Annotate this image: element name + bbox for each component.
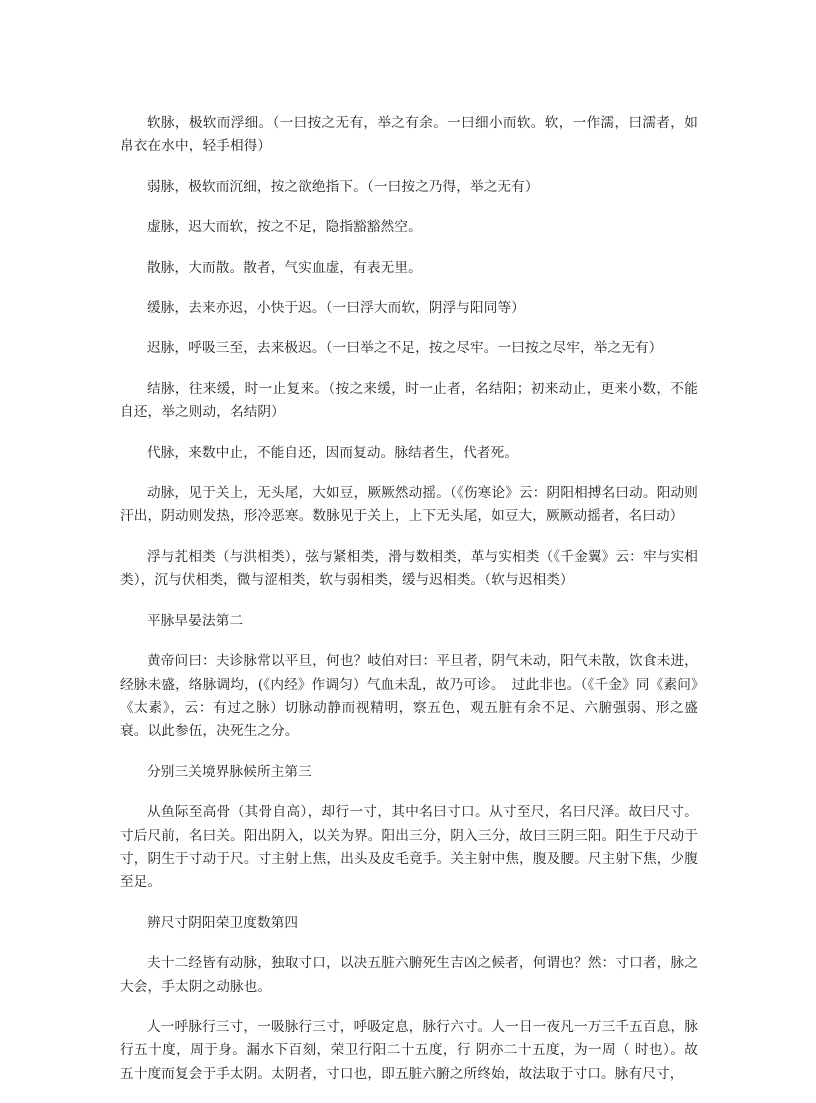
paragraph-soft-pulse: 软脉，极软而浮细。（一曰按之无有，举之有余。一曰细小而软。软，一作濡，曰濡者，如帛衣在水中，轻手相得） (120, 115, 698, 155)
paragraph-moving-pulse: 动脉，见于关上，无头尾，大如豆，厥厥然动摇。（《伤寒论》云：阴阳相搏名曰动。阳动则汗出，阴动则发热，形冷恶寒。数脉见于关上，上下无头尾，如豆大，厥厥动摇者，名曰动） (120, 485, 698, 525)
document-body (120, 112, 698, 1103)
paragraph-knotted-pulse: 结脉，往来缓，时一止复来。（按之来缓，时一止者，名结阳；初来动止，更来小数，不能自还，举之则动，名结阴） (120, 380, 698, 421)
paragraph-similar-pulses: 浮与芤相类（与洪相类），弦与紧相类，滑与数相类，革与实相类（《千金翼》云：牢与实相类），沉与伏相类，微与涩相类，软与弱相类，缓与迟相类。（软与迟相类） (120, 548, 698, 589)
paragraph-intermittent-pulse: 代脉，来数中止，不能自还，因而复动。脉结者生，代者死。 (147, 444, 519, 461)
paragraph-cunkou: 夫十二经皆有动脉，独取寸口，以决五脏六腑死生吉凶之候者，何谓也？然：寸口者，脉之大会，手太阴之动脉也。 (120, 955, 698, 995)
paragraph-scattered-pulse: 散脉，大而散。散者，气实血虚，有表无里。 (147, 259, 422, 276)
paragraph-diagnosis-time: 黄帝问曰：夫诊脉常以平旦，何也？岐伯对曰：平旦者，阴气未动，阳气未散，饮食未进，经脉未盛，络脉调均，(《内经》作调匀）气血未乱，故乃可诊。 过此非也。（《千金》同《素问》《太素》，云：有过之脉）切脉动静而视精明，察五色，观五脏有余不足、六腑强弱、形之盛衰。以此参伍，决死生之分。 (120, 653, 698, 740)
paragraph-slow-pulse: 迟脉，呼吸三至，去来极迟。（一曰举之不足，按之尽牢。一曰按之尽牢，举之无有） (147, 340, 663, 357)
section-heading-3: 分别三关境界脉候所主第三 (147, 763, 312, 780)
paragraph-three-positions: 从鱼际至高骨（其骨自高），却行一寸，其中名曰寸口。从寸至尺，名曰尺泽。故曰尺寸。寸后尺前，名曰关。阳出阴入，以关为界。阳出三分，阴入三分，故曰三阴三阳。阳生于尺动于寸，阴生于寸动于尺。寸主射上焦，出头及皮毛竟手。关主射中焦，腹及腰。尺主射下焦，少腹至足。 (120, 804, 698, 891)
paragraph-weak-pulse: 弱脉，极软而沉细，按之欲绝指下。（一曰按之乃得，举之无有） (147, 178, 539, 195)
paragraph-moderate-pulse: 缓脉，去来亦迟，小快于迟。（一曰浮大而软，阴浮与阳同等） (147, 300, 526, 317)
section-heading-2: 平脉早晏法第二 (147, 612, 244, 629)
paragraph-deficient-pulse: 虚脉，迟大而软，按之不足，隐指豁豁然空。 (147, 219, 422, 236)
paragraph-breathing-cycle: 人一呼脉行三寸，一吸脉行三寸，呼吸定息，脉行六寸。人一日一夜凡一万三千五百息，脉行五十度，周于身。漏水下百刻，荣卫行阳二十五度，行 阴亦二十五度，为一周（ 时也）。故五十度而复会于手太阴。太阴者，寸口也，即五脏六腑之所终始，故法取于寸口。脉有尺寸， (120, 1018, 698, 1082)
section-heading-4: 辨尺寸阴阳荣卫度数第四 (147, 914, 299, 931)
